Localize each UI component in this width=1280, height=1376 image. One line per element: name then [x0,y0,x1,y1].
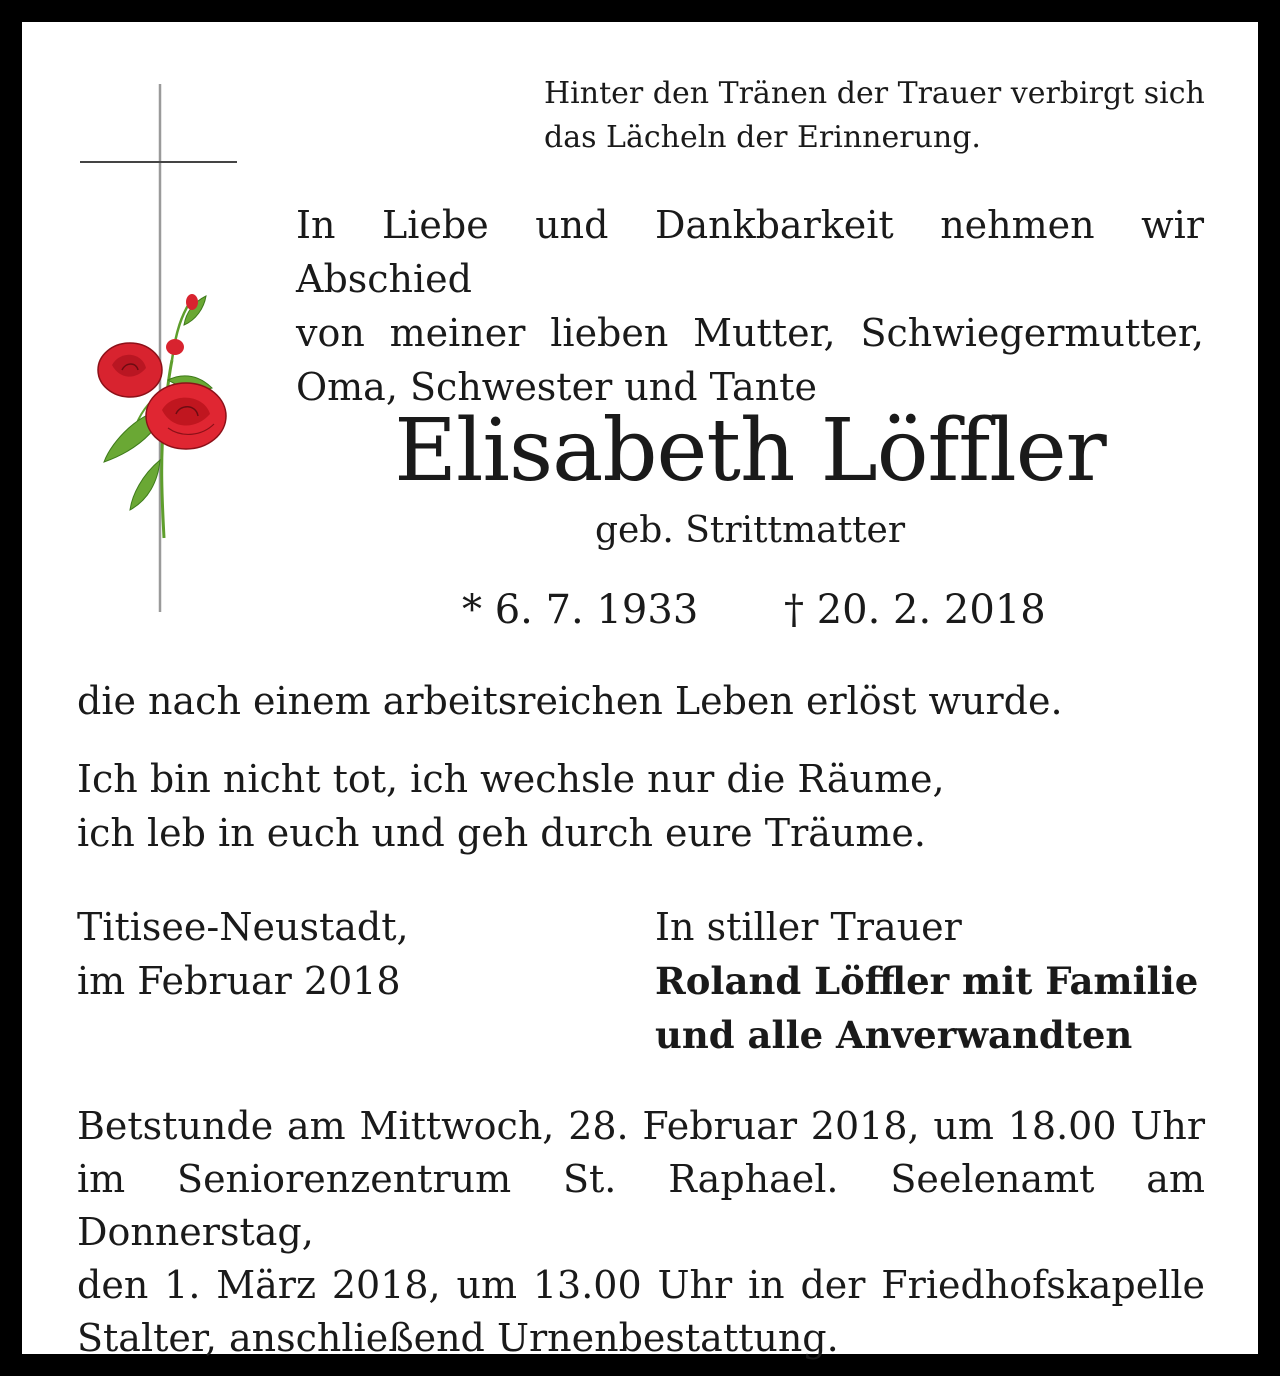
text-redeemed: die nach einem arbeitsreichen Leben erlöst wurde. [77,679,1063,723]
mourners-relatives: und alle Anverwandten [655,1013,1133,1057]
service-line: Stalter, anschließend Urnenbestattung. [77,1316,839,1360]
motto-line: Hinter den Tränen der Trauer verbirgt sich [544,76,1205,111]
deceased-name: Elisabeth Löffler [394,401,1106,501]
intro-line: In Liebe und Dankbarkeit nehmen wir Abschied [296,203,1204,301]
mourners-family: Roland Löffler mit Familie [655,959,1199,1003]
verse [77,752,1205,860]
mourners-intro: In stiller Trauer [655,905,962,949]
service-info [77,1100,1205,1365]
place-city: Titisee-Neustadt, [77,905,409,949]
verse-line: Ich bin nicht tot, ich wechsle nur die Räume, [77,757,945,801]
service-line: Betstunde am Mittwoch, 28. Februar 2018, um 18.00 Uhr [77,1104,1205,1148]
service-line: den 1. März 2018, um 13.00 Uhr in der Friedhofskapelle [77,1263,1205,1307]
intro-text [296,198,1204,414]
cross-icon [72,80,242,620]
mourners [655,900,1198,1062]
birth-date: * 6. 7. 1933 [462,587,699,633]
maiden-name: geb. Strittmatter [594,510,906,551]
verse-line: ich leb in euch und geh durch eure Träume. [77,811,926,855]
place-month: im Februar 2018 [77,959,401,1003]
obituary-card [22,22,1258,1360]
place-date [77,900,409,1008]
service-line: im Seniorenzentrum St. Raphael. Seelenamt am Donnerstag, [77,1157,1205,1254]
motto [544,72,1234,160]
motto-line: das Lächeln der Erinnerung. [544,120,981,155]
rose-icon [98,294,226,538]
death-date: † 20. 2. 2018 [784,587,1046,633]
intro-line: Oma, Schwester und Tante [296,365,817,409]
intro-line: von meiner lieben Mutter, Schwiegermutter, [296,311,1204,355]
